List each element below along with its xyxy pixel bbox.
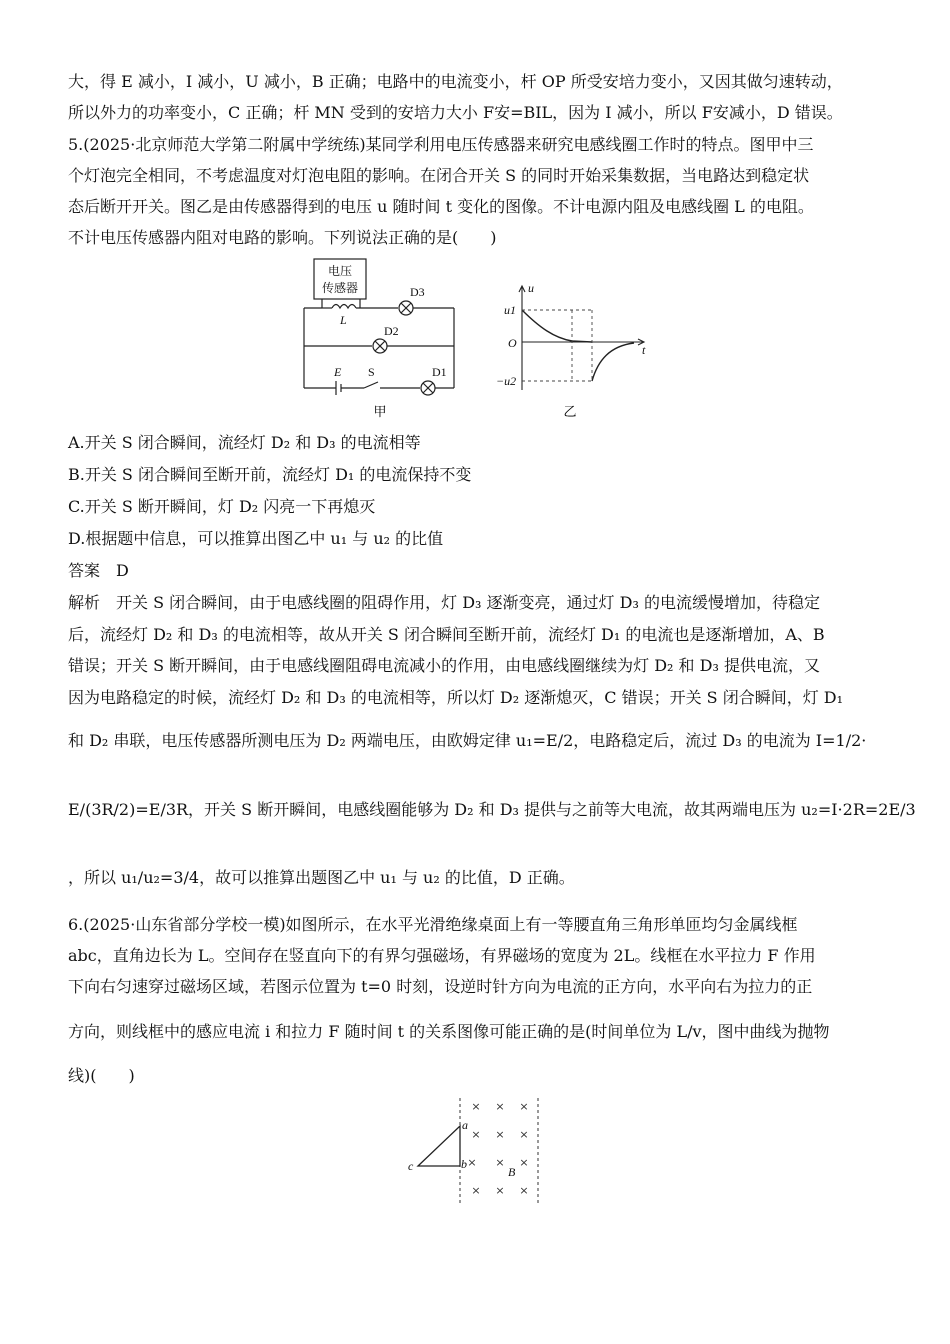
text-line: D.根据题中信息，可以推算出图乙中 u₁ 与 u₂ 的比值: [68, 529, 444, 548]
field-cross: ×: [495, 1156, 505, 1169]
text-line: 错误；开关 S 断开瞬间，由于电感线圈阻碍电流减小的作用，由电感线圈继续为灯 D₂ 和 D₃ 提供电流，又: [68, 656, 820, 675]
caption-jia: 甲: [373, 405, 387, 420]
magnetic-field-figure: [404, 1096, 554, 1208]
lamp-d3-label: D3: [410, 285, 425, 299]
field-cross: ×: [495, 1100, 505, 1113]
text-line: 所以外力的功率变小，C 正确；杆 MN 受到的安培力大小 F安=BIL，因为 I 减小，所以 F安减小，D 错误。: [68, 103, 843, 122]
text-line: 方向，则线框中的感应电流 i 和拉力 F 随时间 t 的关系图像可能正确的是(时间单位为 L/v，图中曲线为抛物: [68, 1022, 830, 1041]
axis-u-label: u: [528, 282, 534, 295]
text-line: 大，得 E 减小，I 减小，U 减小，B 正确；电路中的电流变小，杆 OP 所受安培力变小，又因其做匀速转动，: [68, 72, 843, 91]
source-label: E: [334, 365, 342, 379]
text-line: 不计电压传感器内阻对电路的影响。下列说法正确的是( ): [68, 228, 497, 247]
curve-opened: [592, 343, 634, 381]
axis-t-label: t: [642, 343, 646, 357]
field-cross: ×: [519, 1128, 529, 1141]
text-line: 态后断开开关。图乙是由传感器得到的电压 u 随时间 t 变化的图像。不计电源内阻及电感线圈 L 的电阻。: [68, 197, 814, 216]
text-line: 6.(2025·山东省部分学校一模)如图所示，在水平光滑绝缘桌面上有一等腰直角三角形单匝均匀金属线框: [68, 915, 798, 934]
text-line: abc，直角边长为 L。空间存在竖直向下的有界匀强磁场，有界磁场的宽度为 2L。线框在水平拉力 F 作用: [68, 946, 816, 965]
lamp-d2-label: D2: [384, 324, 399, 338]
text-line: 个灯泡完全相同，不考虑温度对灯泡电阻的影响。在闭合开关 S 的同时开始采集数据，当电路达到稳定状: [68, 166, 810, 185]
switch-s: [364, 382, 378, 388]
vertex-c-label: c: [408, 1159, 414, 1173]
u1-label: u1: [504, 303, 516, 317]
text-line: 因为电路稳定的时候，流经灯 D₂ 和 D₃ 的电流相等，所以灯 D₂ 逐渐熄灭，C 错误；开关 S 闭合瞬间，灯 D₁: [68, 688, 844, 707]
field-cross: ×: [471, 1100, 481, 1113]
field-b-label: B: [508, 1165, 516, 1179]
text-line: 答案 D: [68, 561, 129, 580]
inductor-coil: [332, 305, 356, 309]
field-cross: ×: [471, 1128, 481, 1141]
text-line: A.开关 S 闭合瞬间，流经灯 D₂ 和 D₃ 的电流相等: [68, 433, 421, 452]
text-line: 和 D₂ 串联，电压传感器所测电压为 D₂ 两端电压，由欧姆定律 u₁=E/2，电路稳定后，流过 D₃ 的电流为 I=1/2·: [68, 731, 867, 750]
switch-label: S: [368, 365, 375, 379]
lamp-d1-label: D1: [432, 365, 447, 379]
text-line: 5.(2025·北京师范大学第二附属中学统练)某同学利用电压传感器来研究电感线圈工作时的特点。图甲中三: [68, 135, 814, 154]
sensor-label-1: 电压: [327, 264, 353, 278]
text-line: E/(3R/2)=E/3R，开关 S 断开瞬间，电感线圈能够为 D₂ 和 D₃ 提供与之前等大电流，故其两端电压为 u₂=I·2R=2E/3: [68, 800, 916, 819]
caption-yi: 乙: [563, 405, 577, 420]
vertex-a-label: a: [462, 1118, 468, 1132]
origin-label: O: [508, 336, 517, 350]
curve-closed: [522, 310, 592, 342]
text-line: 下向右匀速穿过磁场区域，若图示位置为 t=0 时刻，设逆时针方向为电流的正方向，水平向右为拉力的正: [68, 977, 813, 996]
vertex-b-label: b: [461, 1157, 467, 1171]
text-line: ，所以 u₁/u₂=3/4，故可以推算出题图乙中 u₁ 与 u₂ 的比值，D 正确。: [68, 868, 575, 887]
circuit-diagram-jia: [292, 252, 472, 422]
voltage-time-graph-yi: [494, 282, 664, 422]
field-cross: ×: [471, 1184, 481, 1197]
field-cross: ×: [495, 1184, 505, 1197]
text-line: B.开关 S 闭合瞬间至断开前，流经灯 D₁ 的电流保持不变: [68, 465, 472, 484]
field-cross: ×: [467, 1156, 477, 1169]
text-line: C.开关 S 断开瞬间，灯 D₂ 闪亮一下再熄灭: [68, 497, 376, 516]
coil-label: L: [340, 313, 347, 327]
field-cross: ×: [519, 1100, 529, 1113]
field-cross: ×: [495, 1128, 505, 1141]
text-line: 线)( ): [68, 1066, 135, 1085]
text-line: 解析 开关 S 闭合瞬间，由于电感线圈的阻碍作用，灯 D₃ 逐渐变亮，通过灯 D₃ 的电流缓慢增加，待稳定: [68, 593, 820, 612]
text-line: 后，流经灯 D₂ 和 D₃ 的电流相等，故从开关 S 闭合瞬间至断开前，流经灯 D₁ 的电流也是逐渐增加，A、B: [68, 625, 825, 644]
field-cross: ×: [519, 1184, 529, 1197]
triangle-frame: [418, 1126, 460, 1166]
field-cross: ×: [519, 1156, 529, 1169]
u2-label: −u2: [496, 374, 517, 388]
field-crosses: [467, 1100, 528, 1197]
sensor-label-2: 传感器: [321, 281, 359, 295]
